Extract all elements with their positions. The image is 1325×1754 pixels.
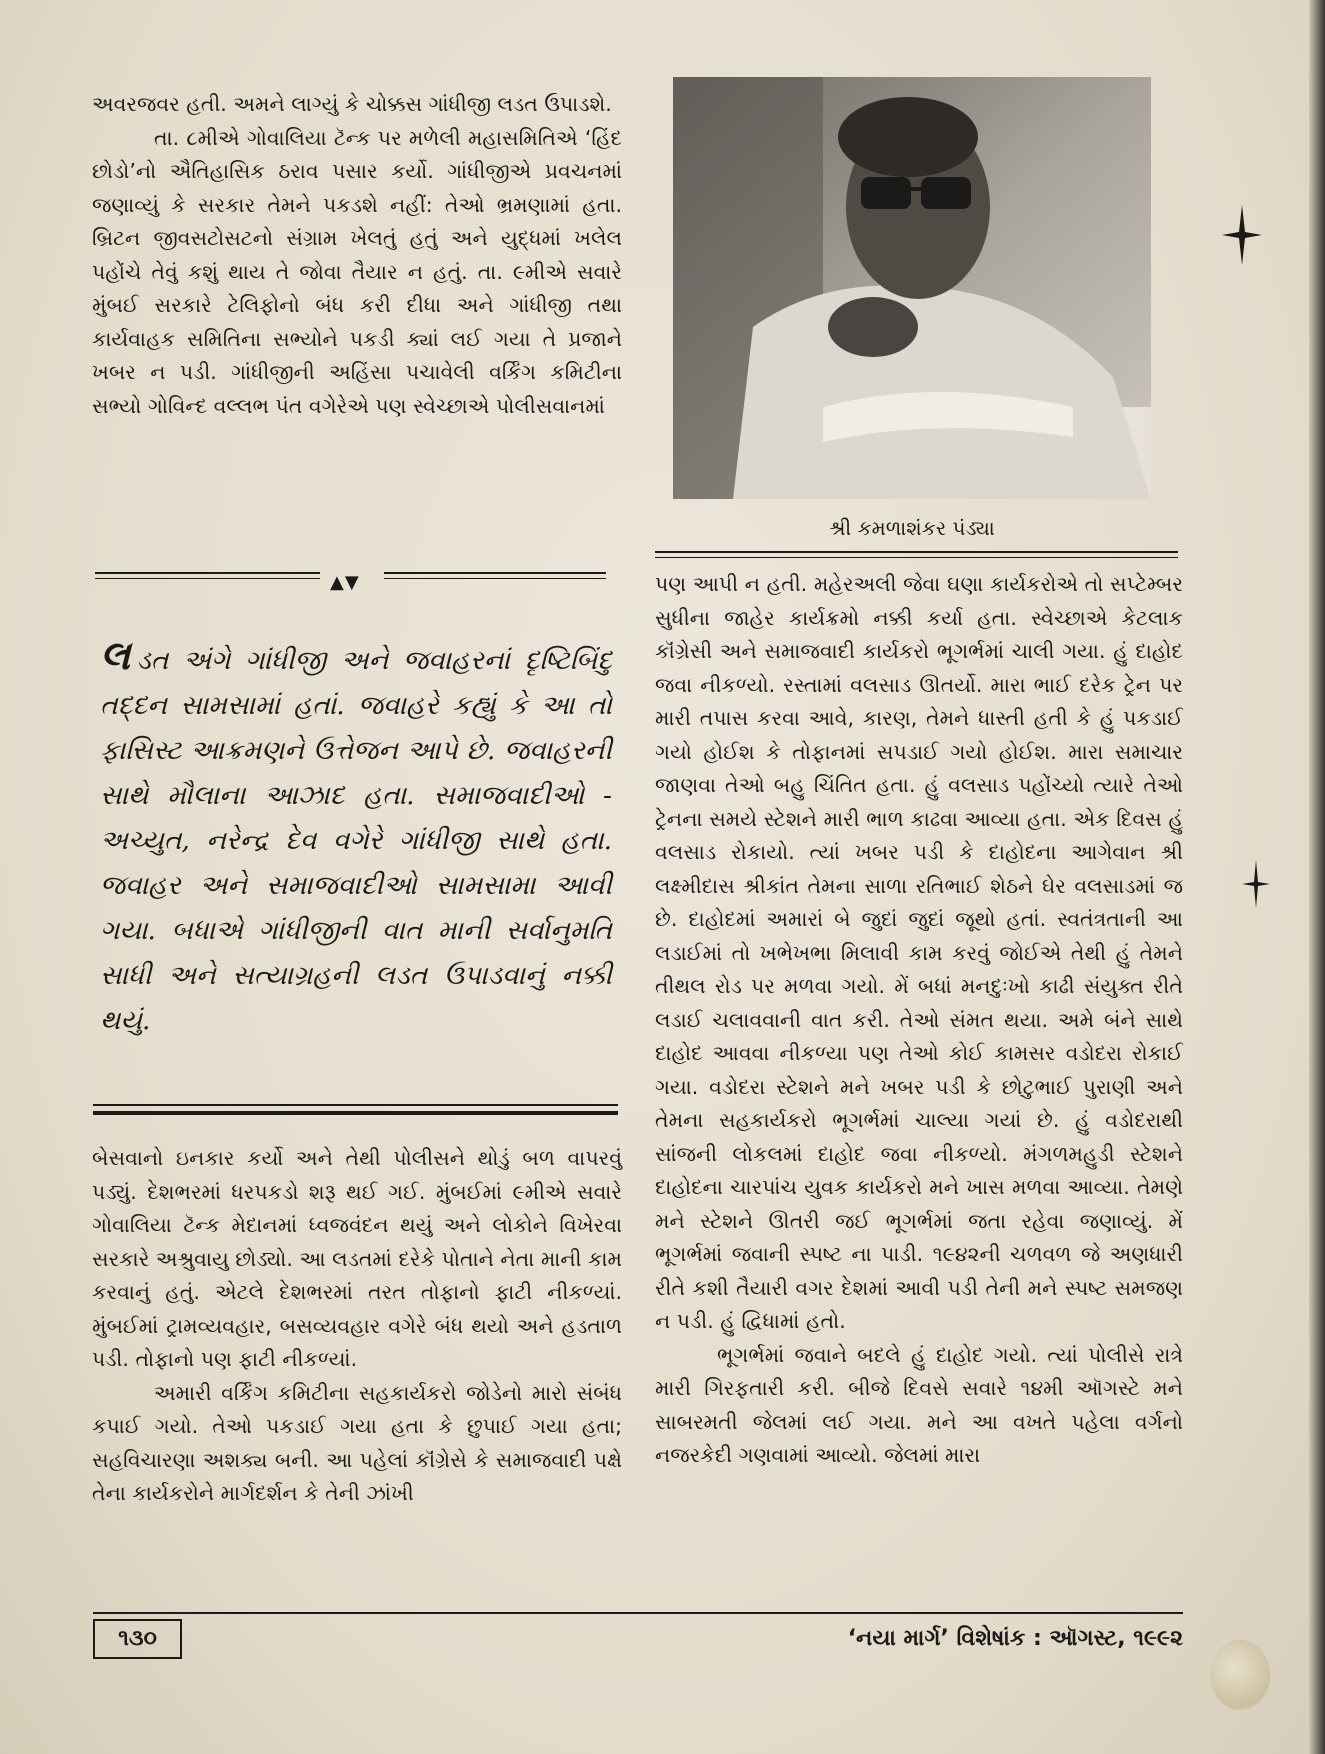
paragraph: તા. ૮મીએ ગોવાલિયા ટૅન્ક પર મળેલી મહાસમિતિએ ‘હિંદ છોડો’નો ઐતિહાસિક ઠરાવ પસાર કર્યો. ગાંધીજીએ પ્રવચનમાં જણાવ્યું કે સરકાર તેમને પકડશે નહીં: તેઓ ભ્રમણામાં હતા. બ્રિટન જીવસટોસટનો સંગ્રામ ખેલતું હતું અને યુદ્ધમાં ખલેલ પહોંચે તેવું કશું થાય તે જોવા તૈયાર ન હતું. તા. ૯મીએ સવારે મુંબઈ સરકારે ટેલિફોનો બંધ કરી દીધા અને ગાંધીજી તથા કાર્યવાહક સમિતિના સભ્યોને પકડી ક્યાં લઈ ગયા તે પ્રજાને ખબર ન પડી. ગાંધીજીની અહિંસા પચાવેલી વર્કિંગ કમિટીના સભ્યો ગોવિન્દ વલ્લભ પંત વગેરેએ પણ સ્વેચ્છાએ પોલીસવાનમાં [92,125,622,418]
pull-quote-dropcap: લ [100,632,131,679]
publication-title: ‘નયા માર્ગ’ વિશેષાંક : ઑગસ્ટ, ૧૯૯૨ [847,1626,1183,1651]
pull-quote [100,632,612,1043]
page-number: ૧૩૦ [93,1619,182,1659]
portrait-photo [673,77,1151,499]
portrait-illustration [673,77,1151,499]
photo-caption: શ્રી કમળાશંકર પંડ્યા [829,516,995,540]
footer-rule [93,1612,1183,1614]
sparkle-icon [1242,860,1270,908]
separator-rule [655,557,1178,558]
separator-rule [95,572,320,574]
paragraph: અમારી વર્કિંગ કમિટીના સહકાર્યકરો જોડેનો મારો સંબંધ કપાઈ ગયો. તેઓ પકડાઈ ગયા હતા કે છુપાઈ ગયા હતા; સહવિચારણા અશક્ય બની. આ પહેલાં કૉંગ્રેસે કે સમાજવાદી પક્ષે તેના કાર્યકરોને માર્ગદર્શન કે તેની ઝાંખી [92,1380,622,1505]
paragraph: પણ આપી ન હતી. મહેરઅલી જેવા ઘણા કાર્યકરોએ તો સપ્ટેમ્બર સુધીના જાહેર કાર્યક્રમો નક્કી કર્યા હતા. સ્વેચ્છાએ કેટલાક કૉંગ્રેસી અને સમાજવાદી કાર્યકરો ભૂગર્ભમાં ચાલી ગયા. હું દાહોદ જવા નીકળ્યો. રસ્તામાં વલસાડ ઊતર્યો. મારા ભાઈ દરેક ટ્રેન પર મારી તપાસ કરવા આવે, કારણ, તેમને ધાસ્તી હતી કે હું પકડાઈ ગયો હોઈશ કે તોફાનમાં સપડાઈ ગયો હોઈશ. મારા સમાચાર જાણવા તેઓ બહુ ચિંતિત હતા. હું વલસાડ પહોંચ્યો ત્યારે તેઓ ટ્રેનના સમયે સ્ટેશને મારી ભાળ કાઢવા આવ્યા હતા. એક દિવસ હું વલસાડ રોકાયો. ત્યાં ખબર પડી કે દાહોદના આગેવાન શ્રી લક્ષ્મીદાસ શ્રીકાંત તેમના સાળા રતિભાઈ શેઠને ઘેર વલસાડમાં જ છે. દાહોદમાં અમારાં બે જુદાં જુદાં જૂથો હતાં. સ્વતંત્રતાની આ લડાઈમાં તો ખભેખભા મિલાવી કામ કરવું જોઈએ તેથી હું તેમને તીથલ રોડ પર મળવા ગયો. મેં બધાં મનદુઃખો કાઢી સંયુક્ત રીતે લડાઈ ચલાવવાની વાત કરી. તેઓ સંમત થયા. અમે બંને સાથે દાહોદ આવવા નીકળ્યા પણ તેઓ કોઈ કામસર વડોદરા રોકાઈ ગયા. વડોદરા સ્ટેશને મને ખબર પડી કે છોટુભાઈ પુરાણી અને તેમના સહકાર્યકરો ભૂગર્ભમાં ચાલ્યા ગયાં છે. હું વડોદરાથી સાંજની લોકલમાં દાહોદ જવા નીકળ્યો. મંગળમહુડી સ્ટેશને દાહોદના ચારપાંચ યુવક કાર્યકરો મને ખાસ મળવા આવ્યા. તેમણે મને સ્ટેશને ઊતરી જઈ ભૂગર્ભમાં જતા રહેવા જણાવ્યું. મેં ભૂગર્ભમાં જવાની સ્પષ્ટ ના પાડી. ૧૯૪૨ની ચળવળ જે અણધારી રીતે કશી તૈયારી વગર દેશમાં આવી પડી તેની મને સ્પષ્ટ સમજણ ન પડી. હું દ્વિધામાં હતો. [655,572,1183,1333]
page-edge-shadow [1309,0,1325,1754]
separator-rule [384,572,606,574]
paragraph: બેસવાનો ઇનકાર કર્યો અને તેથી પોલીસને થોડું બળ વાપરવું પડ્યું. દેશભરમાં ધરપકડો શરૂ થઈ ગઈ. મુંબઈમાં ૯મીએ સવારે ગોવાલિયા ટૅન્ક મેદાનમાં ધ્વજવંદન થયું અને લોકોને વિખેરવા સરકારે અશ્રુવાયુ છોડ્યો. આ લડતમાં દરેકે પોતાને નેતા માની કામ કરવાનું હતું. એટલે દેશભરમાં તરત તોફાનો ફાટી નીકળ્યાં. મુંબઈમાં ટ્રામવ્યવહાર, બસવ્યવહાર વગેરે બંધ થયો અને હડતાળ પડી. તોફાનો પણ ફાટી નીકળ્યાં. [92,1146,622,1371]
left-column-bottom [92,1142,622,1511]
separator-rule [655,551,1178,553]
separator-rule [93,1111,618,1115]
pull-quote-text: ડત અંગે ગાંધીજી અને જવાહરનાં દૃષ્ટિબિંદુ તદ્દન સામસામાં હતાં. જવાહરે કહ્યું કે આ તો ફાસિસ્ટ આક્રમણને ઉત્તેજન આપે છે. જવાહરની સાથે મૌલાના આઝાદ હતા. સમાજવાદીઓ - અચ્યુત, નરેન્દ્ર દેવ વગેરે ગાંધીજી સાથે હતા. જવાહર અને સમાજવાદીઓ સામસામા આવી ગયા. બધાએ ગાંધીજીની વાત માની સર્વાનુમતિ સાધી અને સત્યાગ્રહની લડત ઉપાડવાનું નક્કી થયું. [100,645,612,1036]
sparkle-icon [1222,205,1262,265]
separator-marker: ▲▼ [330,572,360,593]
right-column [655,568,1183,1473]
separator-rule [384,578,606,579]
paper-stain [1210,1640,1270,1710]
paragraph: ભૂગર્ભમાં જવાને બદલે હું દાહોદ ગયો. ત્યાં પોલીસે રાત્રે મારી ગિરફતારી કરી. બીજે દિવસે સવારે ૧૪મી ઑગસ્ટે મને સાબરમતી જેલમાં લઈ ગયા. મને આ વખતે પહેલા વર્ગનો નજરકેદી ગણવામાં આવ્યો. જેલમાં મારા [655,1342,1183,1467]
separator-rule [95,578,320,579]
left-column-top [92,88,622,423]
separator-rule [93,1104,618,1106]
paragraph: અવરજવર હતી. અમને લાગ્યું કે ચોક્કસ ગાંધીજી લડત ઉપાડશે. [92,92,612,116]
